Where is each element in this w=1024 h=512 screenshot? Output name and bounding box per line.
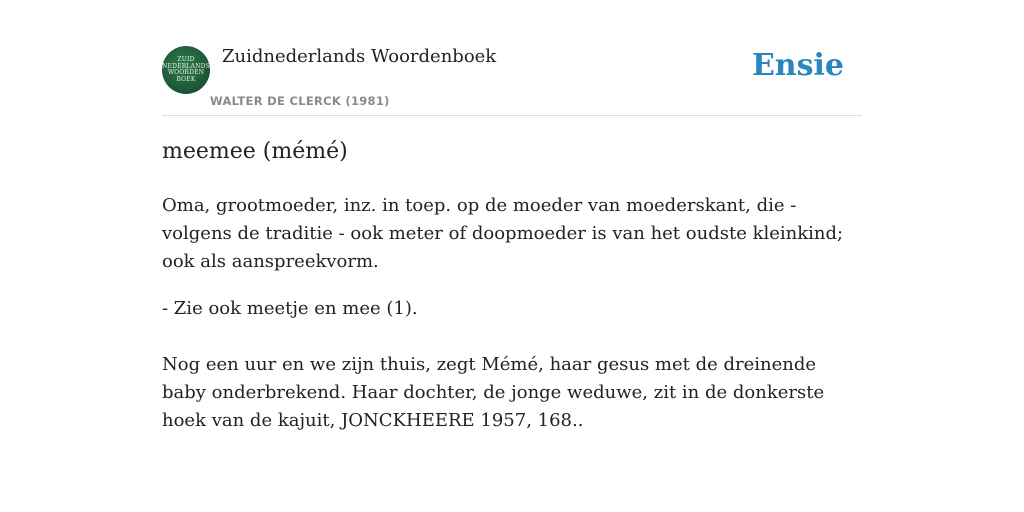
brand-logo-link[interactable]: Ensie	[751, 48, 844, 83]
logo-text-line: NEDERLANDS	[162, 62, 210, 70]
logo-text-line: ZUID	[177, 56, 195, 63]
dictionary-logo[interactable]	[162, 46, 210, 94]
dictionary-author: WALTER DE CLERCK (1981)	[210, 94, 390, 108]
entry-definition: Oma, grootmoeder, inz. in toep. op de moeder van moederskant, die - volgens de traditie - ook meter of doopmoeder is van het oudste kleinkind; ook als aanspreekvorm.	[162, 195, 844, 272]
dictionary-header	[162, 46, 862, 116]
logo-text-line: WOORDEN	[167, 69, 205, 76]
dictionary-title[interactable]: Zuidnederlands Woordenboek	[222, 46, 497, 67]
logo-text-line: BOEK	[176, 75, 196, 83]
entry-example-quote: Nog een uur en we zijn thuis, zegt Mémé, haar gesus met de dreinende baby onderbrekend. Haar dochter, de jonge weduwe, zit in de donkerste hoek van de kajuit, JONCKHEERE 1957, 168..	[162, 354, 825, 431]
entry-headword: meemee (mémé)	[162, 139, 348, 164]
entry-see-also: - Zie ook meetje en mee (1).	[162, 298, 418, 319]
